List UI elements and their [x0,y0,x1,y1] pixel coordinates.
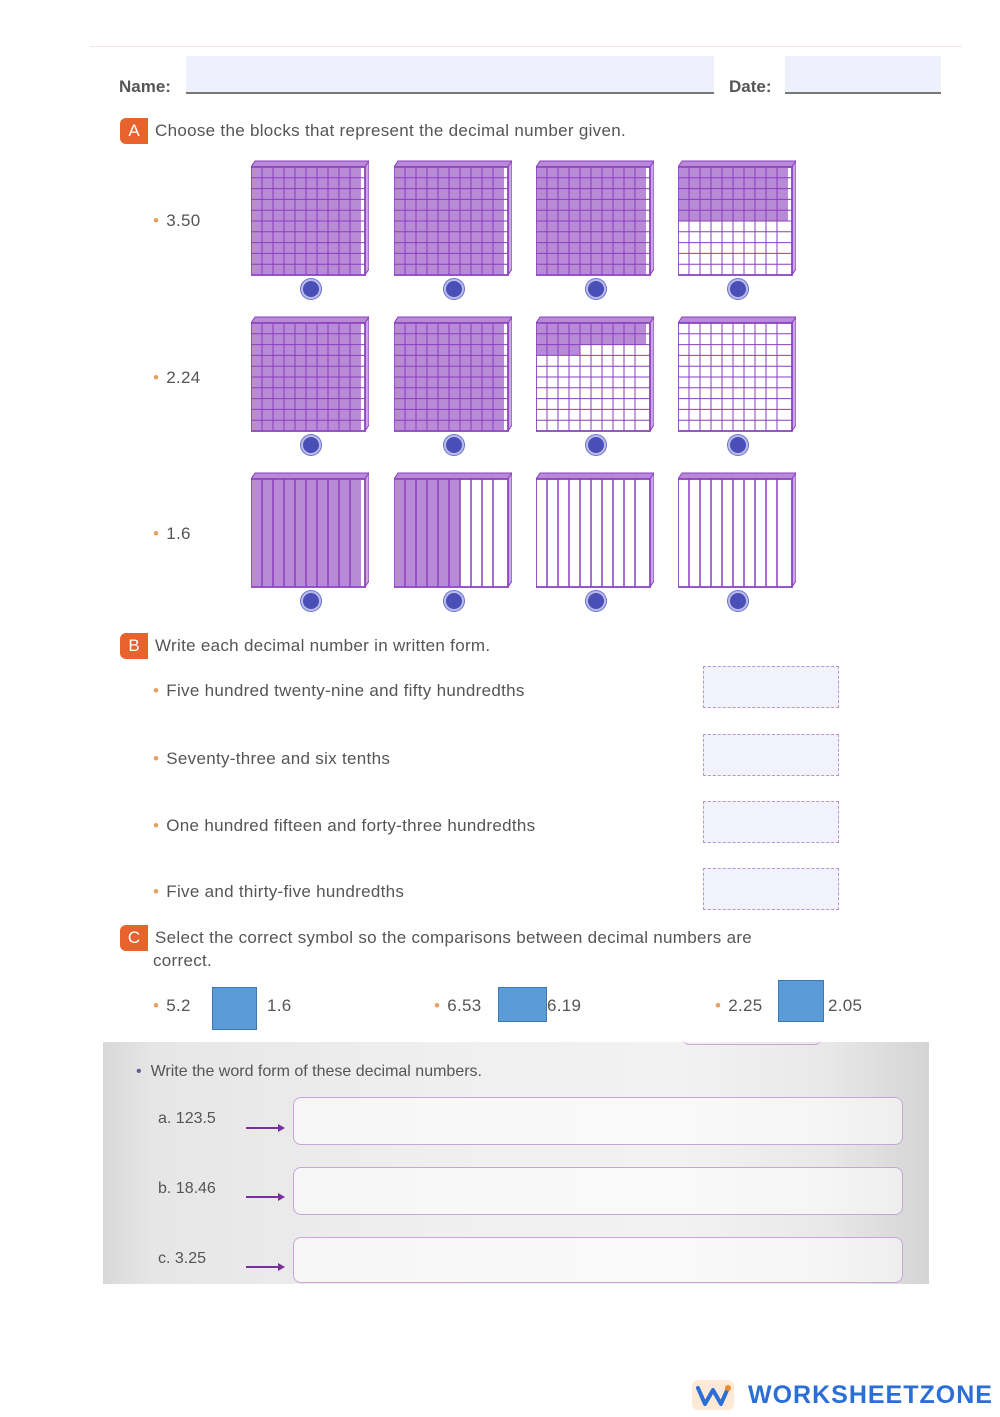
worksheetzone-logo-text: WORKSHEETZONE [748,1381,993,1409]
date-label: Date: [729,77,772,96]
decimal-block-r1-c2 [394,160,512,281]
section-b-badge: B [120,633,148,659]
decimal-block-r2-c3 [536,316,654,437]
section-c-title-line2: correct. [153,951,213,970]
decimal-block-r1-c1 [251,160,369,281]
decimal-block-r3-c2 [394,472,512,593]
row-label-1: • 3.50 [153,211,201,230]
written-item-3: • One hundred fifteen and forty-three hundredths [153,816,536,835]
symbol-select-2[interactable] [498,987,547,1022]
comparison-2-right: 6.19 [547,996,582,1015]
row-label-3: • 1.6 [153,524,191,543]
radio-option-r2-c2[interactable] [444,435,464,455]
written-item-1: • Five hundred twenty-nine and fifty hundredths [153,681,525,700]
symbol-select-3[interactable] [778,980,824,1022]
section-b-title: Write each decimal number in written form. [155,636,491,655]
word-form-box-c[interactable] [293,1237,903,1283]
radio-option-r1-c3[interactable] [586,279,606,299]
worksheetzone-logo-icon [692,1378,738,1412]
written-item-2: • Seventy-three and six tenths [153,749,391,768]
name-field[interactable] [186,56,714,94]
comparison-2-left: • 6.53 [434,996,482,1015]
radio-option-r3-c3[interactable] [586,591,606,611]
decimal-block-r3-c1 [251,472,369,593]
symbol-select-1[interactable] [212,987,257,1030]
arrow-icon-a [246,1120,286,1138]
word-form-label-a: a. 123.5 [158,1110,216,1127]
answer-box-2[interactable] [703,734,839,776]
radio-option-r3-c1[interactable] [301,591,321,611]
decimal-block-r2-c4 [678,316,796,437]
radio-option-r1-c2[interactable] [444,279,464,299]
decimal-block-r3-c4 [678,472,796,593]
comparison-3-left: • 2.25 [715,996,763,1015]
radio-option-r2-c1[interactable] [301,435,321,455]
section-a-title: Choose the blocks that represent the decimal number given. [155,121,626,140]
radio-option-r2-c4[interactable] [728,435,748,455]
word-form-label-b: b. 18.46 [158,1180,216,1197]
word-form-box-a[interactable] [293,1097,903,1145]
section-c-title-line1: Select the correct symbol so the comparisons between decimal numbers are [155,928,753,947]
photo-box-edge [683,1038,821,1045]
answer-box-4[interactable] [703,868,839,910]
radio-option-r1-c1[interactable] [301,279,321,299]
decimal-block-r3-c3 [536,472,654,593]
comparison-1-right: 1.6 [267,996,292,1015]
decimal-block-r1-c4 [678,160,796,281]
word-form-instruction: • Write the word form of these decimal numbers. [136,1063,482,1080]
arrow-icon-b [246,1189,286,1207]
decimal-block-r1-c3 [536,160,654,281]
section-a-badge: A [120,118,148,144]
section-c-badge: C [120,925,148,951]
comparison-1-left: • 5.2 [153,996,191,1015]
radio-option-r3-c4[interactable] [728,591,748,611]
name-label: Name: [119,77,171,96]
comparison-3-right: 2.05 [828,996,863,1015]
decimal-block-r2-c1 [251,316,369,437]
date-field[interactable] [785,56,941,94]
arrow-icon-c [246,1259,286,1277]
radio-option-r3-c2[interactable] [444,591,464,611]
answer-box-3[interactable] [703,801,839,843]
word-form-box-b[interactable] [293,1167,903,1215]
radio-option-r2-c3[interactable] [586,435,606,455]
written-item-4: • Five and thirty-five hundredths [153,882,405,901]
decimal-block-r2-c2 [394,316,512,437]
row-label-2: • 2.24 [153,368,201,387]
word-form-label-c: c. 3.25 [158,1250,207,1267]
top-divider [90,46,962,47]
answer-box-1[interactable] [703,666,839,708]
radio-option-r1-c4[interactable] [728,279,748,299]
